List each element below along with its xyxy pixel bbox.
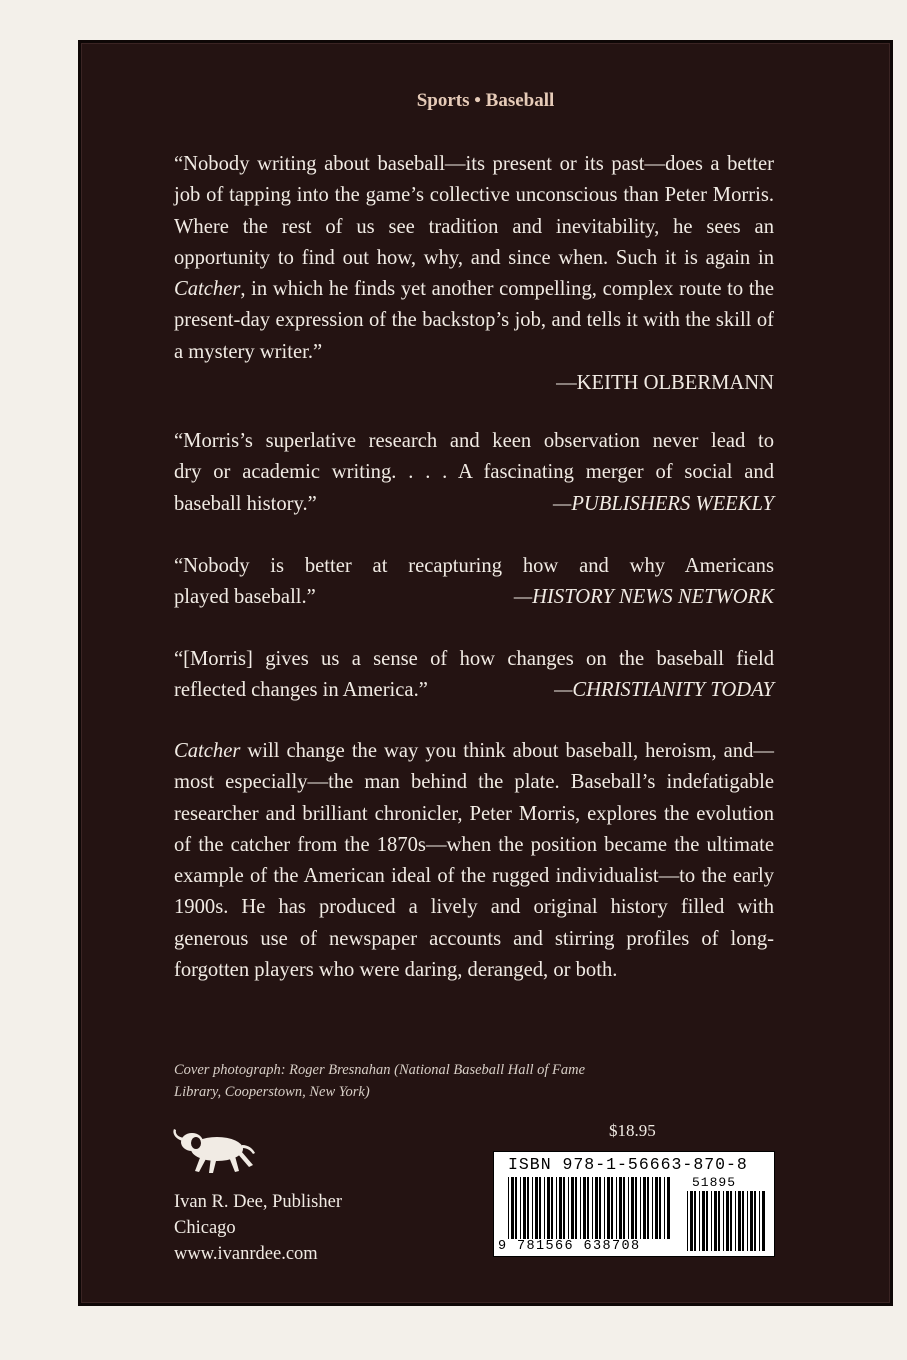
- barcode-bar: [699, 1191, 700, 1251]
- quote-pw-line-1: “Morris’s superlative research and keen observation never lead to: [174, 430, 774, 452]
- quote-ct-line-2: reflected changes in America.”: [174, 679, 428, 702]
- barcode-bar: [687, 1191, 688, 1251]
- quote-olbermann: [174, 149, 774, 399]
- barcode-bar: [726, 1191, 729, 1251]
- quote-olbermann-text: “Nobody writing about baseball—its present or its past—does a better job of tapping into the game’s collective unconscious than Peter Morris. Where the rest of us see tradition and inevitability, he sees an opportunity to find out how, why, and since when. Such it is again in: [174, 153, 774, 269]
- price: $18.95: [609, 1121, 656, 1140]
- barcode-bar: [718, 1191, 720, 1251]
- description-title: Catcher: [174, 740, 241, 762]
- barcode-bar: [723, 1191, 724, 1251]
- addon-barcode-bars: [687, 1191, 765, 1251]
- quote-christianity-today: [174, 644, 774, 707]
- barcode-bar: [762, 1191, 765, 1251]
- publisher-city: Chicago: [174, 1218, 236, 1238]
- barcode-bar: [759, 1191, 760, 1251]
- quote-pw-attribution: —PUBLISHERS WEEKLY: [553, 492, 774, 515]
- quote-hnn-line-1: “Nobody is better at recapturing how and why Americans: [174, 555, 774, 577]
- barcode-bar: [747, 1191, 748, 1251]
- barcode-bar: [714, 1191, 717, 1251]
- barcode-bar: [702, 1191, 705, 1251]
- quote-history-news-network: [174, 551, 774, 614]
- book-description: [174, 736, 774, 986]
- barcode-bar: [690, 1191, 693, 1251]
- barcode-bar: [742, 1191, 744, 1251]
- price-addon-code: 51895: [692, 1175, 737, 1190]
- isbn-barcode: [493, 1151, 775, 1257]
- publisher-website: www.ivanrdee.com: [174, 1244, 318, 1264]
- publisher-name: Ivan R. Dee, Publisher: [174, 1192, 343, 1212]
- barcode-bar: [706, 1191, 708, 1251]
- quote-olbermann-text-2: , in which he finds yet another compelling, complex route to the present-day expression of the backstop’s job, and tells it with the skill of a mystery writer.”: [174, 278, 774, 363]
- barcode-bar: [730, 1191, 732, 1251]
- barcode-bar: [738, 1191, 741, 1251]
- publisher-info: [174, 1189, 342, 1267]
- back-cover: [78, 40, 893, 1306]
- isbn-label: ISBN 978-1-56663-870-8: [508, 1155, 748, 1174]
- barcode-bar: [711, 1191, 712, 1251]
- barcode-bar: [694, 1191, 696, 1251]
- quote-ct-line-1: “[Morris] gives us a sense of how changes on the baseball field: [174, 648, 774, 670]
- quote-olbermann-title: Catcher: [174, 278, 241, 301]
- quote-hnn-line-2: played baseball.”: [174, 586, 316, 609]
- quote-hnn-attribution: —HISTORY NEWS NETWORK: [513, 586, 774, 609]
- barcode-bar: [754, 1191, 756, 1251]
- cover-photo-credit: Cover photograph: Roger Bresnahan (National Baseball Hall of Fame Library, Cooperstown, New York): [174, 1062, 586, 1100]
- barcode-bar: [750, 1191, 753, 1251]
- description-text: will change the way you think about baseball, heroism, and—most especially—the man behind the plate. Baseball’s indefatigable researcher and brilliant chronicler, Peter Morris, explores the evolution of the catcher from the 1870s—when the position became the ultimate example of the American ideal of the rugged individualist—to the early 1900s. He has produced a lively and original history filled with generous use of newspaper accounts and stirring profiles of long-forgotten players who were daring, deranged, or both.: [174, 740, 774, 982]
- elephant-logo-icon: [169, 1127, 259, 1185]
- quote-pw-line-2: dry or academic writing. . . . A fascinating merger of social and: [174, 461, 774, 484]
- quote-pw-line-3: baseball history.”: [174, 492, 317, 515]
- quote-publishers-weekly: [174, 426, 774, 520]
- category-label: Sports • Baseball: [416, 90, 555, 111]
- quote-ct-attribution: —CHRISTIANITY TODAY: [554, 679, 774, 702]
- barcode-digits: 9 781566 638708: [498, 1239, 674, 1254]
- barcode-bar: [735, 1191, 736, 1251]
- quote-olbermann-attribution: —KEITH OLBERMANN: [556, 372, 774, 395]
